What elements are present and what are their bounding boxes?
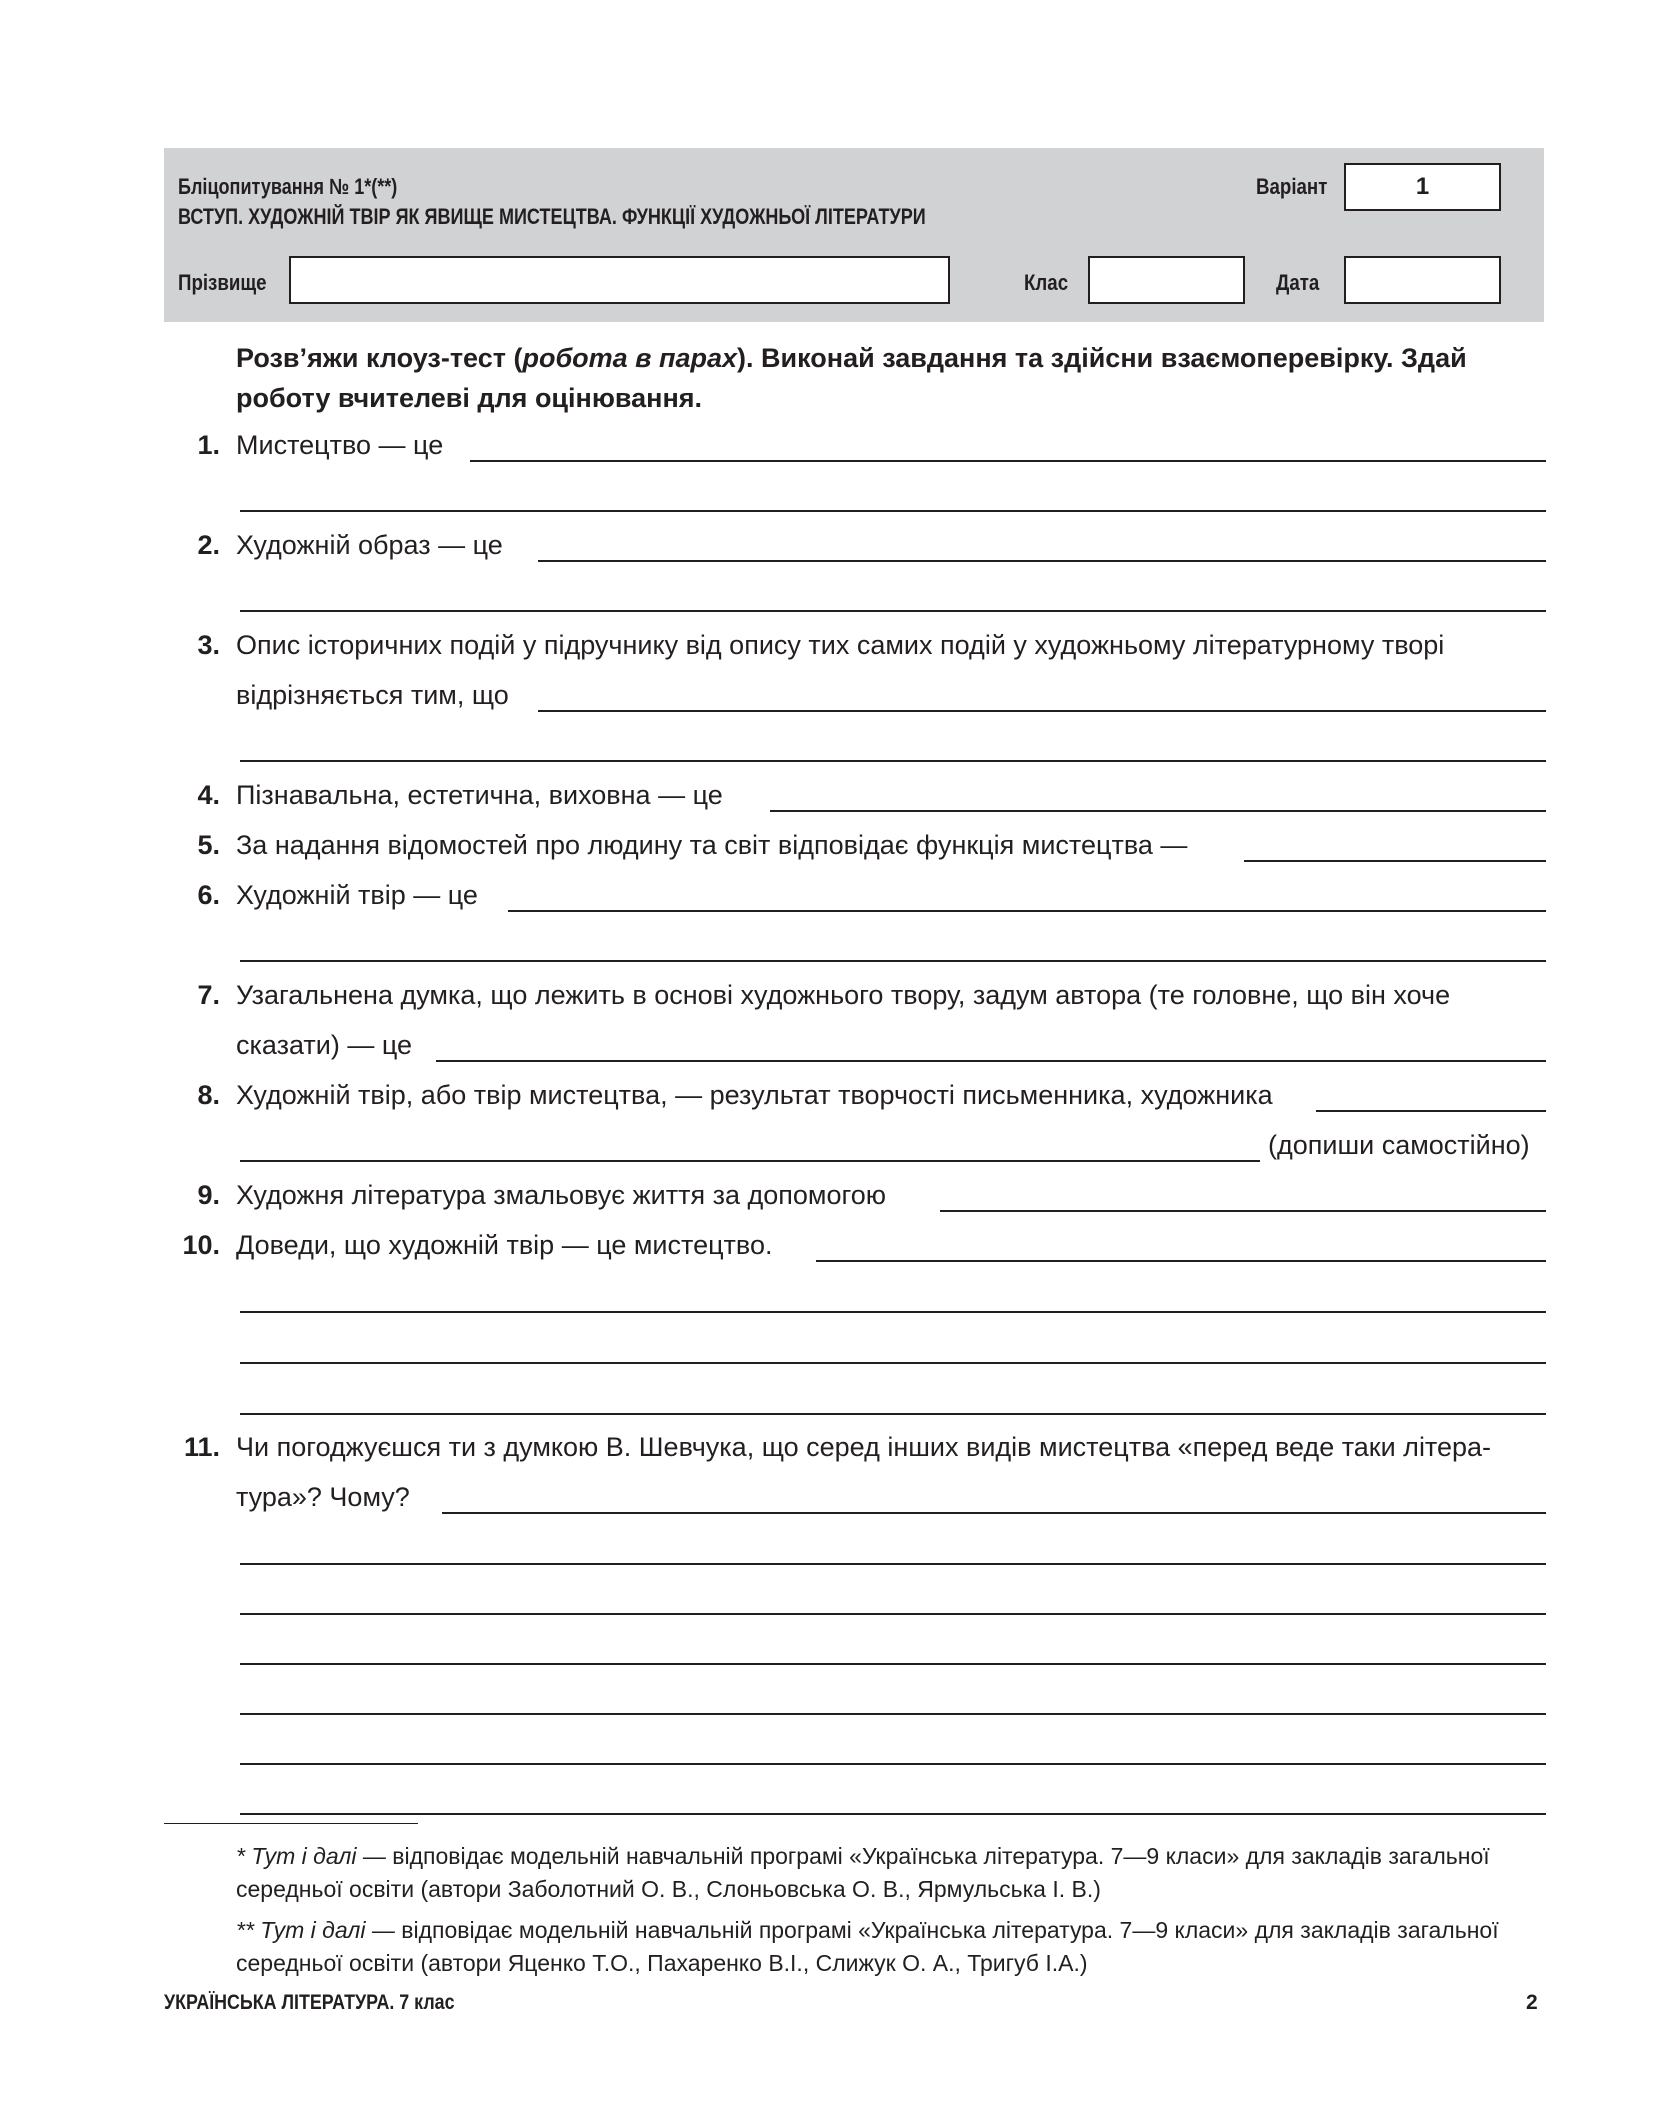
date-label: Дата [1276,270,1320,295]
instruction-text: Розв’яжи клоуз-тест ( [236,343,523,373]
question-number: 11. [183,1432,220,1462]
date-field[interactable] [1344,256,1501,304]
question-text: Опис історичних подій у підручнику від опису тих самих подій у художньому літературному творі [236,630,1445,660]
footer-subject: УКРАЇНСЬКА ЛІТЕРАТУРА. 7 клас [164,1991,455,2014]
question-text: Узагальнена думка, що лежить в основі художнього твору, задум автора (те головне, що він хоче [236,980,1451,1010]
question-text: Художній твір — це [236,880,478,910]
quiz-title: Бліцопитування № 1*(**) [178,174,398,199]
answer-line[interactable] [1244,860,1546,862]
answer-line[interactable] [240,610,1546,612]
question-number: 6. [197,880,220,910]
instruction-italic: робота в парах [522,343,738,373]
footnote-rule [164,1823,418,1824]
instruction-text-end: ). Виконай завдання та здійсни взаємоперевірку. Здай роботу вчителеві для оцінювання. [236,343,1467,413]
question-number: 9. [197,1180,220,1210]
answer-line[interactable] [240,1713,1546,1715]
question-number: 2. [197,530,220,560]
question-text: Доведи, що художній твір — це мистецтво. [236,1230,773,1260]
variant-value: 1 [1415,173,1430,200]
quiz-subtitle: ВСТУП. ХУДОЖНІЙ ТВІР ЯК ЯВИЩЕ МИСТЕЦТВА. ФУНКЦІЇ ХУДОЖНЬОЇ ЛІТЕРАТУРИ [178,204,926,229]
question-number: 4. [197,780,220,810]
answer-line[interactable] [436,1060,1546,1062]
answer-line[interactable] [240,510,1546,512]
question-text: Художня література змальовує життя за допомогою [236,1180,886,1210]
question-number: 8. [197,1080,220,1110]
footnote-2-text: — відповідає модельній навчальній програмі «Українська література. 7—9 класи» для закладів загальної середньої освіти (автори Яценко Т.О., Пахаренко В.І., Слижук О. А., Тригуб І.А.) [236,1917,1499,1976]
question-text: Пізнавальна, естетична, виховна — це [236,780,723,810]
answer-line[interactable] [240,1663,1546,1665]
answer-line[interactable] [240,1813,1546,1815]
question-text: За надання відомостей про людину та світ відповідає функція мистецтва — [236,830,1188,860]
question-number: 7. [197,980,220,1010]
answer-line[interactable] [240,760,1546,762]
answer-line[interactable] [538,560,1546,562]
question-text: Чи погоджуєшся ти з думкою В. Шевчука, що серед інших видів мистецтва «перед веде таки літера- [236,1432,1492,1462]
footnote-1 [236,1840,1546,1906]
question-text: Художній образ — це [236,530,503,560]
variant-label: Варіант [1256,174,1328,199]
answer-line[interactable] [508,910,1546,912]
answer-line[interactable] [240,960,1546,962]
class-label: Клас [1024,270,1069,295]
answer-line[interactable] [1316,1110,1546,1112]
answer-line[interactable] [240,1362,1546,1364]
answer-line[interactable] [240,1763,1546,1765]
surname-label: Прізвище [178,270,267,295]
answer-line[interactable] [240,1160,1260,1162]
question-number: 10. [182,1230,220,1260]
answer-line[interactable] [240,1613,1546,1615]
answer-line[interactable] [538,710,1546,712]
footnote-1-marker: * Тут і далі [236,1843,357,1869]
footnote-2 [236,1914,1546,1980]
question-text: Мистецтво — це [236,430,444,460]
question-number: 5. [197,830,220,860]
question-number: 1. [197,430,220,460]
surname-field[interactable] [289,256,950,304]
class-field[interactable] [1088,256,1245,304]
page-number: 2 [1526,1991,1538,2014]
answer-line[interactable] [940,1210,1546,1212]
question-number: 3. [197,630,220,660]
answer-line[interactable] [470,460,1546,462]
instruction [236,338,1546,418]
question-text: Художній твір, або твір мистецтва, — результат творчості письменника, художника [236,1080,1273,1110]
answer-line[interactable] [240,1311,1546,1313]
question-text-cont: сказати) — це [236,1030,413,1060]
worksheet-header [164,148,1544,322]
answer-line[interactable] [816,1260,1546,1262]
self-complete-note: (допиши самостійно) [1268,1130,1530,1160]
footnote-1-text: — відповідає модельній навчальній програмі «Українська література. 7—9 класи» для закладів загальної середньої освіти (автори Заболотний О. В., Слоньовська О. В., Ярмульська І. В.) [236,1843,1490,1902]
variant-box [1344,163,1501,211]
question-text-cont: відрізняється тим, що [236,680,509,710]
answer-line[interactable] [770,810,1546,812]
answer-line[interactable] [240,1413,1546,1415]
footnote-2-marker: ** Тут і далі [236,1917,366,1943]
answer-line[interactable] [240,1563,1546,1565]
question-text-cont: тура»? Чому? [236,1482,410,1512]
answer-line[interactable] [442,1512,1546,1514]
